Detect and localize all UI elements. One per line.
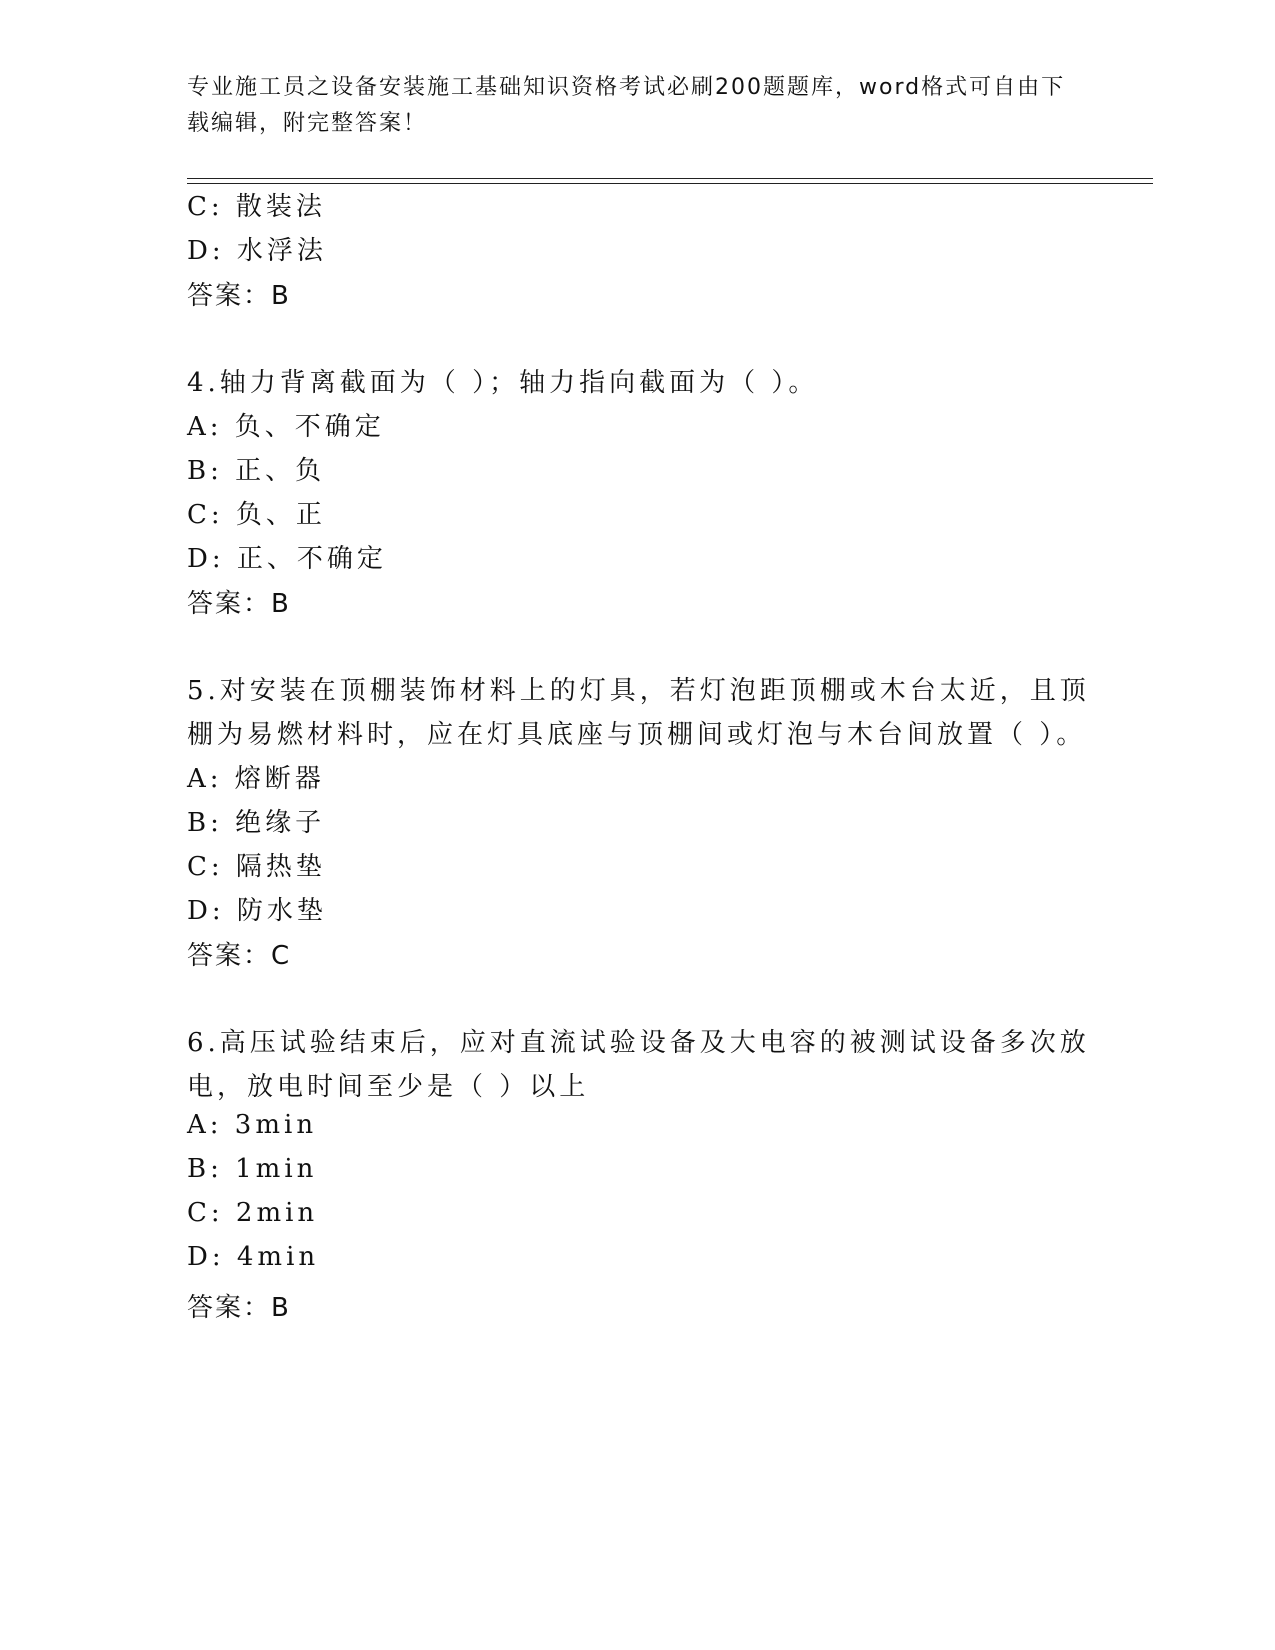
- option-d: D: 4min: [187, 1242, 320, 1272]
- option-b: B: 绝缘子: [187, 808, 326, 838]
- answer: 答案：B: [187, 1293, 291, 1323]
- question-stem-cont: 棚为易燃材料时，应在灯具底座与顶棚间或灯泡与木台间放置（ ）。: [187, 720, 1087, 750]
- question-stem: 4.轴力背离截面为（ ）；轴力指向截面为（ ）。: [187, 368, 819, 398]
- question-stem: 5.对安装在顶棚装饰材料上的灯具，若灯泡距顶棚或木台太近，且顶: [187, 676, 1090, 706]
- option-a: A: 3min: [187, 1110, 318, 1140]
- option-b: B: 1min: [187, 1154, 318, 1184]
- header-divider-bottom: [187, 183, 1153, 184]
- option-b: B: 正、负: [187, 456, 326, 486]
- question-stem-cont: 电，放电时间至少是（ ）以上: [187, 1072, 590, 1102]
- answer: 答案：B: [187, 281, 291, 311]
- option-a: A: 负、不确定: [187, 412, 385, 442]
- answer: 答案：C: [187, 941, 292, 971]
- question-stem: 6.高压试验结束后，应对直流试验设备及大电容的被测试设备多次放: [187, 1028, 1090, 1058]
- option-d: D: 水浮法: [187, 236, 327, 266]
- header-divider-top: [187, 178, 1153, 179]
- option-c: C: 负、正: [187, 500, 326, 530]
- option-c: C: 散装法: [187, 192, 326, 222]
- option-d: D: 正、不确定: [187, 544, 387, 574]
- page-header: 专业施工员之设备安装施工基础知识资格考试必刷200题题库，word格式可自由下载编辑，附完整答案！: [187, 75, 1066, 136]
- option-d: D: 防水垫: [187, 896, 327, 926]
- option-a: A: 熔断器: [187, 764, 325, 794]
- option-c: C: 隔热垫: [187, 852, 326, 882]
- option-c: C: 2min: [187, 1198, 319, 1228]
- answer: 答案：B: [187, 589, 291, 619]
